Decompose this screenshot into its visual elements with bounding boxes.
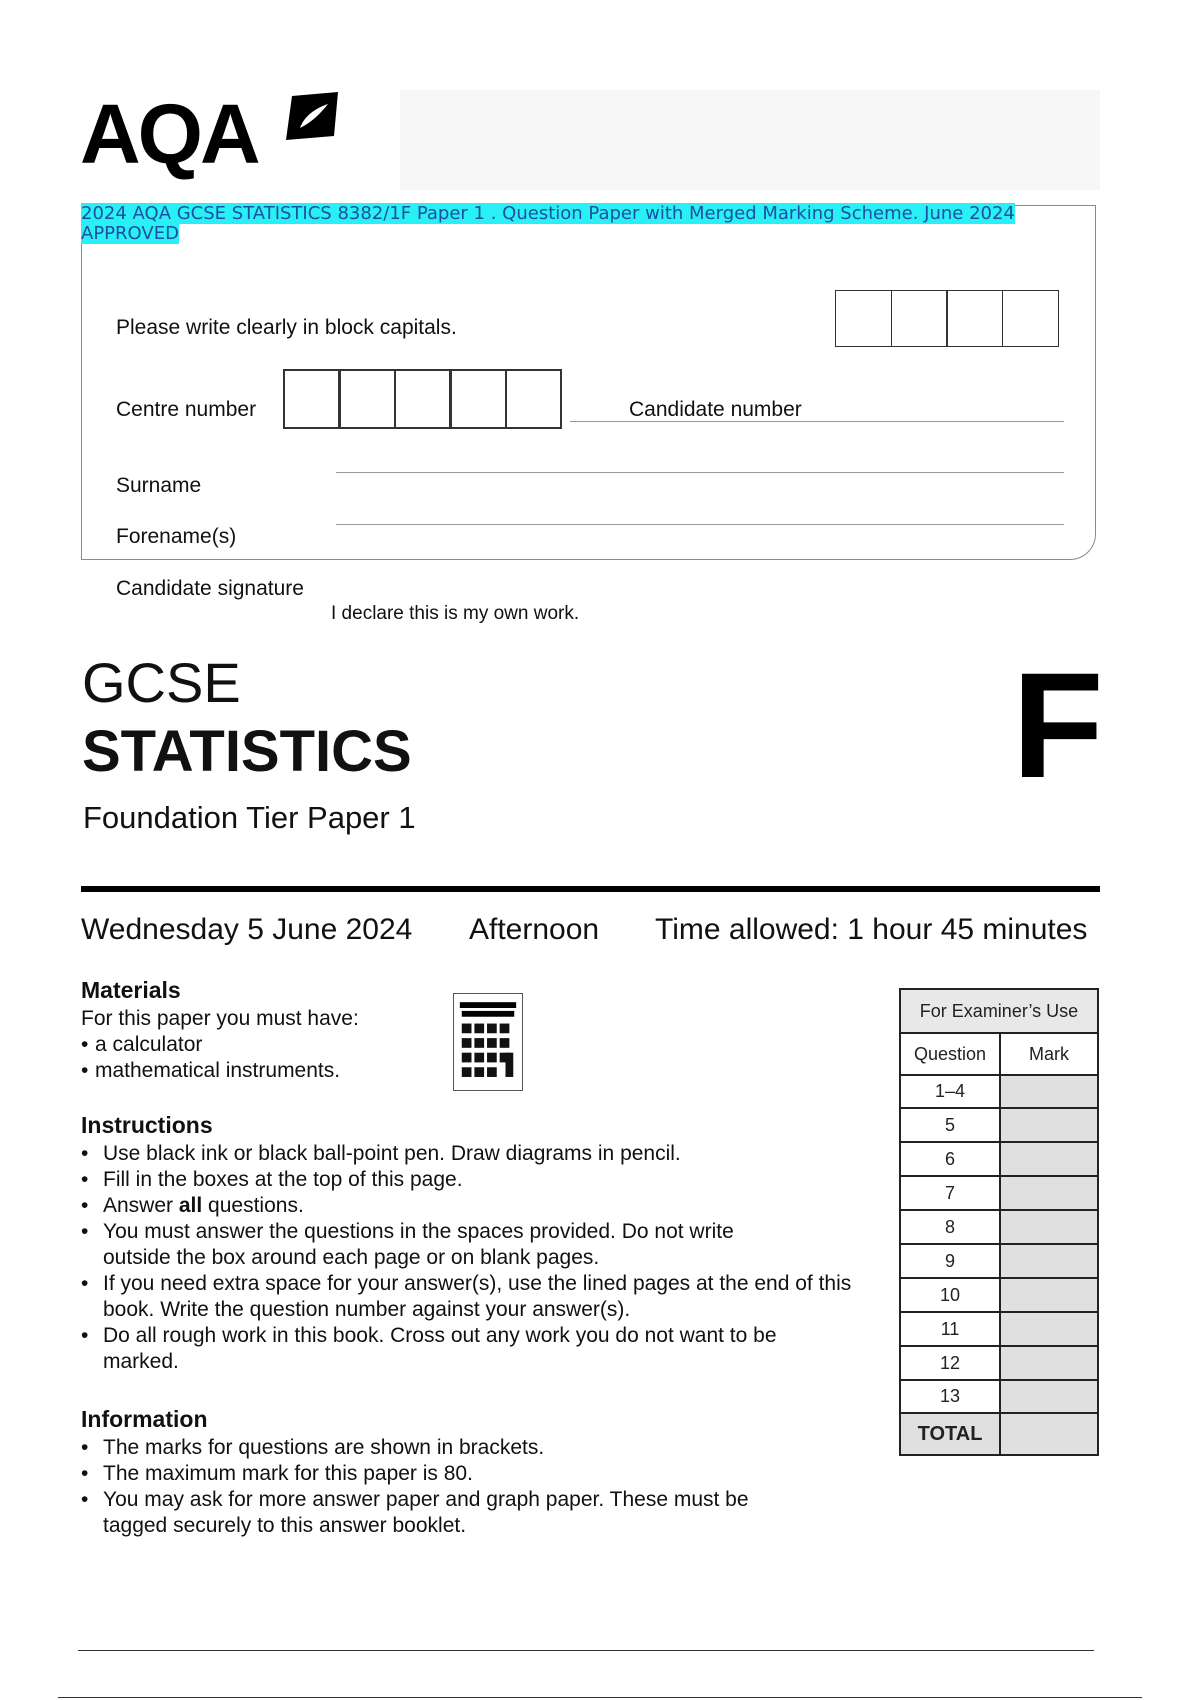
centre-number-box[interactable] <box>450 369 507 429</box>
block-capitals-instruction: Please write clearly in block capitals. <box>116 316 457 339</box>
candidate-number-line <box>570 421 1064 422</box>
exam-session: Afternoon <box>469 913 600 946</box>
candidate-number-label: Candidate number <box>629 398 802 421</box>
question-number: 8 <box>900 1210 1000 1244</box>
instructions-section <box>81 1112 871 1375</box>
mark-cell[interactable] <box>1000 1075 1098 1108</box>
aqa-logo: AQA <box>80 87 258 181</box>
question-number: 12 <box>900 1346 1000 1380</box>
page-bottom-rule <box>58 1697 1142 1698</box>
mark-column-header: Mark <box>1000 1033 1098 1075</box>
materials-heading: Materials <box>81 977 181 1003</box>
question-number: 13 <box>900 1380 1000 1413</box>
candidate-number-boxes[interactable] <box>835 290 1057 347</box>
qualification-title: GCSE <box>82 651 241 714</box>
centre-number-box[interactable] <box>339 369 396 429</box>
list-item: • You may ask for more answer paper and graph paper. These must be tagged securely to this answer booklet. <box>81 1487 803 1539</box>
header-band <box>400 90 1100 190</box>
mark-cell[interactable] <box>1000 1346 1098 1380</box>
centre-number-label: Centre number <box>116 398 257 421</box>
information-heading: Information <box>81 1406 208 1432</box>
mark-cell[interactable] <box>1000 1312 1098 1346</box>
list-item: • a calculator <box>81 1032 441 1058</box>
question-number: 10 <box>900 1278 1000 1312</box>
calculator-icon <box>453 993 523 1091</box>
total-label: TOTAL <box>900 1413 1000 1455</box>
question-column-header: Question <box>900 1033 1000 1075</box>
forename-label: Forename(s) <box>116 525 237 548</box>
list-item: • Use black ink or black ball-point pen. Draw diagrams in pencil. <box>81 1141 871 1167</box>
question-number: 7 <box>900 1176 1000 1210</box>
tier-letter: F <box>1012 641 1104 809</box>
instructions-list <box>81 1141 871 1375</box>
candidate-number-box[interactable] <box>891 290 948 347</box>
mark-cell[interactable] <box>1000 1380 1098 1413</box>
materials-list <box>81 1032 441 1084</box>
candidate-number-box[interactable] <box>1002 290 1059 347</box>
exam-date: Wednesday 5 June 2024 <box>81 913 413 946</box>
centre-number-boxes[interactable] <box>283 369 561 429</box>
mark-cell[interactable] <box>1000 1244 1098 1278</box>
materials-section <box>81 977 441 1084</box>
list-item: • mathematical instruments. <box>81 1058 441 1084</box>
question-number: 9 <box>900 1244 1000 1278</box>
subject-title: STATISTICS <box>82 719 412 784</box>
list-item: • Do all rough work in this book. Cross out any work you do not want to be marked. <box>81 1323 803 1375</box>
declaration-text: I declare this is my own work. <box>331 603 580 624</box>
list-item: • If you need extra space for your answer(s), use the lined pages at the end of this book. Write the question number against your answer(s). <box>81 1271 871 1323</box>
materials-intro: For this paper you must have: <box>81 1007 359 1030</box>
list-item: • Answer all questions. <box>81 1193 871 1219</box>
signature-label: Candidate signature <box>116 577 304 600</box>
centre-number-box[interactable] <box>505 369 562 429</box>
list-item: • The maximum mark for this paper is 80. <box>81 1461 871 1487</box>
information-list <box>81 1435 871 1539</box>
list-item: • The marks for questions are shown in brackets. <box>81 1435 871 1461</box>
candidate-number-box[interactable] <box>835 290 892 347</box>
title-divider <box>81 886 1100 892</box>
mark-cell[interactable] <box>1000 1278 1098 1312</box>
centre-number-box[interactable] <box>283 369 340 429</box>
mark-cell[interactable] <box>1000 1210 1098 1244</box>
footer-rule <box>78 1650 1094 1651</box>
forename-field[interactable] <box>336 524 1064 525</box>
candidate-number-box[interactable] <box>946 290 1003 347</box>
tier-title: Foundation Tier Paper 1 <box>83 800 416 835</box>
paper-highlighted-title: 2024 AQA GCSE STATISTICS 8382/1F Paper 1 . Question Paper with Merged Marking Scheme. June 2024 APPROVED <box>81 203 1015 244</box>
aqa-logo-mark-icon <box>282 90 342 150</box>
mark-cell[interactable] <box>1000 1108 1098 1142</box>
information-section <box>81 1406 871 1539</box>
question-number: 5 <box>900 1108 1000 1142</box>
examiner-use-table <box>899 988 1099 1456</box>
candidate-details-box <box>81 205 1096 560</box>
question-number: 6 <box>900 1142 1000 1176</box>
list-item: • You must answer the questions in the spaces provided. Do not write outside the box around each page or on blank pages. <box>81 1219 803 1271</box>
centre-number-box[interactable] <box>394 369 451 429</box>
examiner-table-title: For Examiner’s Use <box>900 989 1098 1033</box>
list-item: • Fill in the boxes at the top of this page. <box>81 1167 871 1193</box>
exam-time-allowed: Time allowed: 1 hour 45 minutes <box>655 913 1088 946</box>
mark-cell[interactable] <box>1000 1176 1098 1210</box>
surname-label: Surname <box>116 474 202 497</box>
question-number: 11 <box>900 1312 1000 1346</box>
mark-cell[interactable] <box>1000 1142 1098 1176</box>
surname-field[interactable] <box>336 472 1064 473</box>
total-mark-cell[interactable] <box>1000 1413 1098 1455</box>
instructions-heading: Instructions <box>81 1112 213 1138</box>
question-number: 1–4 <box>900 1075 1000 1108</box>
